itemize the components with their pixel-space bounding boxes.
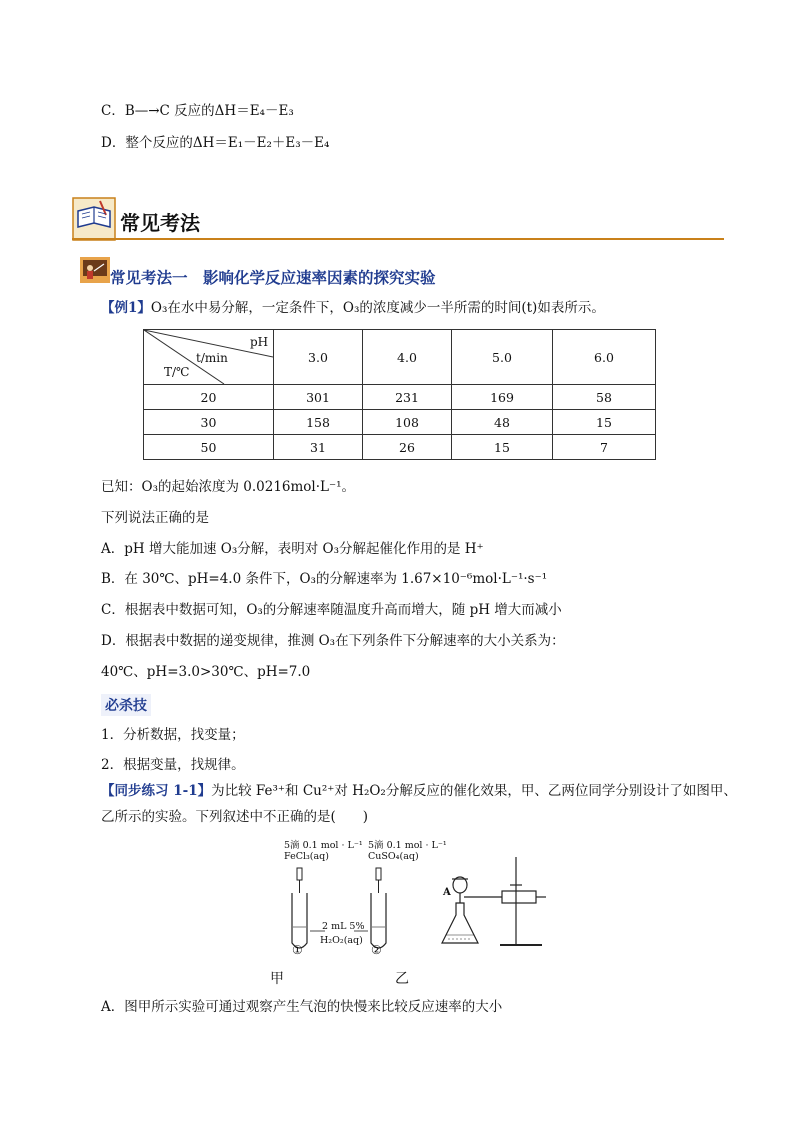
time-cell: 301: [274, 385, 363, 410]
tip-item: 2．根据变量，找规律。: [101, 757, 245, 773]
reagent-label-right-1: 5滴 0.1 mol · L⁻¹: [368, 840, 447, 851]
option-d-previous: D．整个反应的ΔH＝E₁－E₂＋E₃－E₄: [101, 135, 330, 151]
solution-label-2: H₂O₂(aq): [320, 935, 363, 946]
book-icon: [72, 197, 116, 241]
table-row: [144, 385, 656, 410]
tips-title: 必杀技: [101, 694, 151, 716]
corner-time-label: t/min: [196, 351, 228, 365]
ph-header: 5.0: [452, 330, 553, 385]
section-title: 常见考法: [120, 211, 200, 235]
example-intro: [101, 299, 605, 317]
ph-header: 6.0: [553, 330, 656, 385]
reagent-label-right-2: CuSO₄(aq): [368, 851, 419, 862]
method-title: 常见考法一 影响化学反应速率因素的探究实验: [110, 269, 436, 287]
time-cell: 7: [553, 435, 656, 460]
corner-ph-label: pH: [250, 335, 269, 349]
ph-header: 4.0: [363, 330, 452, 385]
table-header-row: [144, 330, 656, 385]
time-cell: 58: [553, 385, 656, 410]
flask-syringe-apparatus: [442, 857, 546, 945]
tube-number-1: ①: [292, 943, 303, 957]
half-life-table: [143, 329, 656, 460]
time-cell: 108: [363, 410, 452, 435]
experiment-figure: [270, 835, 560, 995]
dropper-icon: [297, 868, 381, 893]
time-cell: 48: [452, 410, 553, 435]
practice-line-2: 乙所示的实验。下列叙述中不正确的是( ): [101, 809, 369, 825]
table-corner-cell: [144, 330, 274, 385]
temp-cell: 50: [144, 435, 274, 460]
time-cell: 231: [363, 385, 452, 410]
practice-tag: 【同步练习 1-1】: [101, 783, 212, 799]
example-tag: 【例1】: [101, 300, 151, 316]
option-d: D．根据表中数据的递变规律，推测 O₃在下列条件下分解速率的大小关系为：: [101, 633, 565, 649]
figure-label-jia: 甲: [270, 971, 284, 987]
question-stem: 下列说法正确的是: [101, 510, 209, 526]
option-c: C．根据表中数据可知，O₃的分解速率随温度升高而增大，随 pH 增大而减小: [101, 602, 562, 618]
option-b: B．在 30℃、pH=4.0 条件下，O₃的分解速率为 1.67×10⁻⁶mol·L⁻¹·s⁻¹: [101, 571, 548, 587]
time-cell: 169: [452, 385, 553, 410]
known-condition: 已知：O₃的起始浓度为 0.0216mol·L⁻¹。: [101, 479, 356, 495]
practice-text-1: 为比较 Fe³⁺和 Cu²⁺对 H₂O₂分解反应的催化效果，甲、乙两位同学分别设计了如图甲、: [211, 783, 737, 799]
section-divider: [72, 238, 724, 240]
reagent-label-left-1: 5滴 0.1 mol · L⁻¹: [284, 840, 363, 851]
tube-number-2: ②: [371, 943, 382, 957]
option-c-previous: C．B—→C 反应的ΔH＝E₄－E₃: [101, 103, 294, 119]
table-row: [144, 410, 656, 435]
figure-label-yi: 乙: [395, 971, 409, 987]
solution-label-1: 2 mL 5%: [322, 921, 365, 932]
reagent-label-left-2: FeCl₃(aq): [284, 851, 329, 862]
practice-option-a: A．图甲所示实验可通过观察产生气泡的快慢来比较反应速率的大小: [101, 999, 503, 1015]
table-row: [144, 435, 656, 460]
time-cell: 26: [363, 435, 452, 460]
time-cell: 15: [452, 435, 553, 460]
time-cell: 15: [553, 410, 656, 435]
example-intro-text: O₃在水中易分解，一定条件下，O₃的浓度减少一半所需的时间(t)如表所示。: [150, 300, 605, 316]
temp-cell: 20: [144, 385, 274, 410]
tip-item: 1．分析数据，找变量；: [101, 727, 245, 743]
option-a: A．pH 增大能加速 O₃分解，表明对 O₃分解起催化作用的是 H⁺: [101, 541, 484, 557]
point-a-label: A: [443, 887, 451, 898]
teacher-icon: [80, 257, 110, 283]
temp-cell: 30: [144, 410, 274, 435]
time-cell: 158: [274, 410, 363, 435]
corner-temp-label: T/℃: [164, 365, 190, 379]
time-cell: 31: [274, 435, 363, 460]
practice-line-1: [101, 782, 737, 800]
ph-header: 3.0: [274, 330, 363, 385]
option-d-continued: 40℃、pH=3.0>30℃、pH=7.0: [101, 664, 311, 680]
